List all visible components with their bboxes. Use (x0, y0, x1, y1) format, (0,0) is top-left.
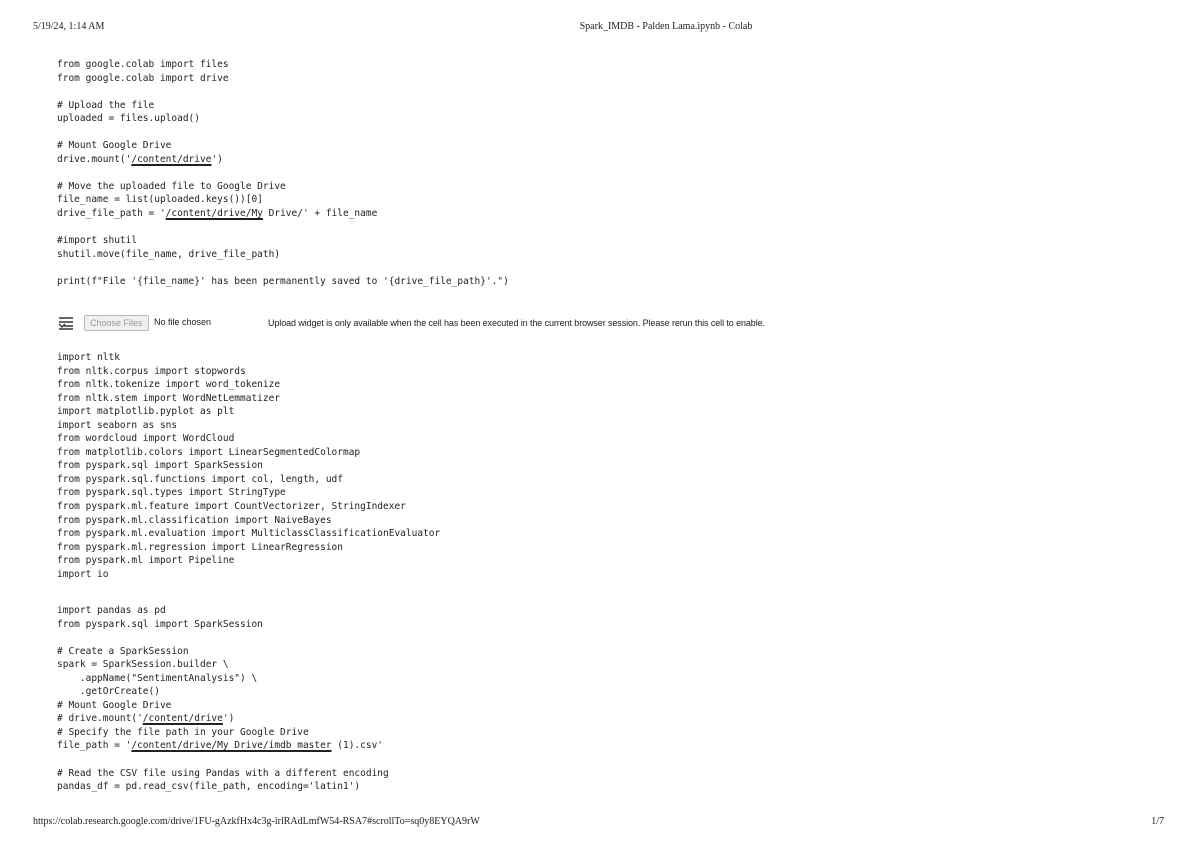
code-line: shutil.move(file_name, drive_file_path) (57, 248, 281, 260)
code-line: from pyspark.ml import Pipeline (57, 555, 235, 567)
code-line: pandas_df = pd.read_csv(file_path, encoding='latin1') (57, 781, 361, 793)
page-url: https://colab.research.google.com/drive/1FU-gAzkfHx4c3g-irlRAdLmfW54-RSA7#scrollTo=sq0y8EYQA9rW (33, 816, 480, 827)
code-line: import io (57, 568, 109, 580)
cell-output (57, 314, 817, 336)
code-line: import matplotlib.pyplot as plt (57, 406, 235, 418)
code-line: from pyspark.ml.regression import LinearRegression (57, 541, 343, 553)
page-title: Spark_IMDB - Palden Lama.ipynb - Colab (579, 21, 753, 32)
print-datetime: 5/19/24, 1:14 AM (33, 21, 105, 32)
code-line: from pyspark.sql.functions import col, length, udf (57, 473, 343, 485)
code-line: from google.colab import files (57, 59, 229, 70)
code-line: drive_file_path = '/content/drive/My Drive/' + file_name (57, 208, 378, 220)
code-comment: # Upload the file (57, 99, 155, 111)
code-line: from pyspark.sql.types import StringType (57, 487, 286, 499)
code-comment: # Create a SparkSession (57, 645, 189, 657)
code-line: import pandas as pd (57, 605, 166, 616)
code-comment: #import shutil (57, 235, 138, 247)
code-line: from pyspark.ml.evaluation import MulticlassClassificationEvaluator (57, 528, 441, 540)
code-line: import nltk (57, 352, 120, 363)
code-comment: # Mount Google Drive (57, 699, 172, 711)
code-line: from matplotlib.colors import LinearSegmentedColormap (57, 446, 361, 458)
code-line: file_path = '/content/drive/My Drive/imdb_master (1).csv' (57, 740, 384, 752)
code-comment: # Move the uploaded file to Google Drive (57, 180, 286, 192)
code-comment: # Read the CSV file using Pandas with a different encoding (57, 767, 389, 779)
code-line: import seaborn as sns (57, 419, 178, 431)
choose-files-button[interactable]: Choose Files (84, 315, 149, 331)
path-link[interactable]: /content/drive/My (165, 208, 263, 220)
code-comment: # Specify the file path in your Google Drive (57, 726, 309, 738)
code-line: from pyspark.ml.feature import CountVectorizer, StringIndexer (57, 501, 406, 513)
code-line: from nltk.corpus import stopwords (57, 365, 246, 377)
code-comment: # drive.mount('/content/drive') (57, 713, 235, 725)
code-line: .getOrCreate() (57, 686, 160, 698)
code-line: from pyspark.sql import SparkSession (57, 460, 263, 472)
code-line: .appName("SentimentAnalysis") \ (57, 672, 258, 684)
path-link[interactable]: /content/drive (131, 153, 212, 165)
code-comment: # Mount Google Drive (57, 140, 172, 152)
code-line: from wordcloud import WordCloud (57, 433, 235, 445)
path-link[interactable]: /content/drive/My Drive/imdb_master (131, 740, 332, 752)
code-line: file_name = list(uploaded.keys())[0] (57, 194, 263, 206)
code-line: from google.colab import drive (57, 72, 229, 84)
page-number: 1/7 (1151, 816, 1164, 827)
output-collapse-icon[interactable] (57, 316, 75, 330)
code-cell-spark-session[interactable] (57, 604, 389, 794)
code-line: from nltk.stem import WordNetLemmatizer (57, 392, 281, 404)
upload-widget-message: Upload widget is only available when the cell has been executed in the current browser session. Please rerun this cell to enable. (268, 318, 765, 328)
code-line: from pyspark.sql import SparkSession (57, 618, 263, 630)
code-line: from nltk.tokenize import word_tokenize (57, 379, 281, 391)
code-cell-upload[interactable] (57, 58, 509, 288)
code-cell-imports[interactable] (57, 351, 440, 581)
code-line: spark = SparkSession.builder \ (57, 659, 229, 671)
code-line: from pyspark.ml.classification import NaiveBayes (57, 514, 332, 526)
code-line: drive.mount('/content/drive') (57, 153, 223, 165)
code-line: print(f"File '{file_name}' has been permanently saved to '{drive_file_path}'.") (57, 275, 509, 287)
path-link[interactable]: /content/drive (142, 713, 223, 725)
no-file-label: No file chosen (154, 317, 212, 327)
code-line: uploaded = files.upload() (57, 113, 200, 125)
